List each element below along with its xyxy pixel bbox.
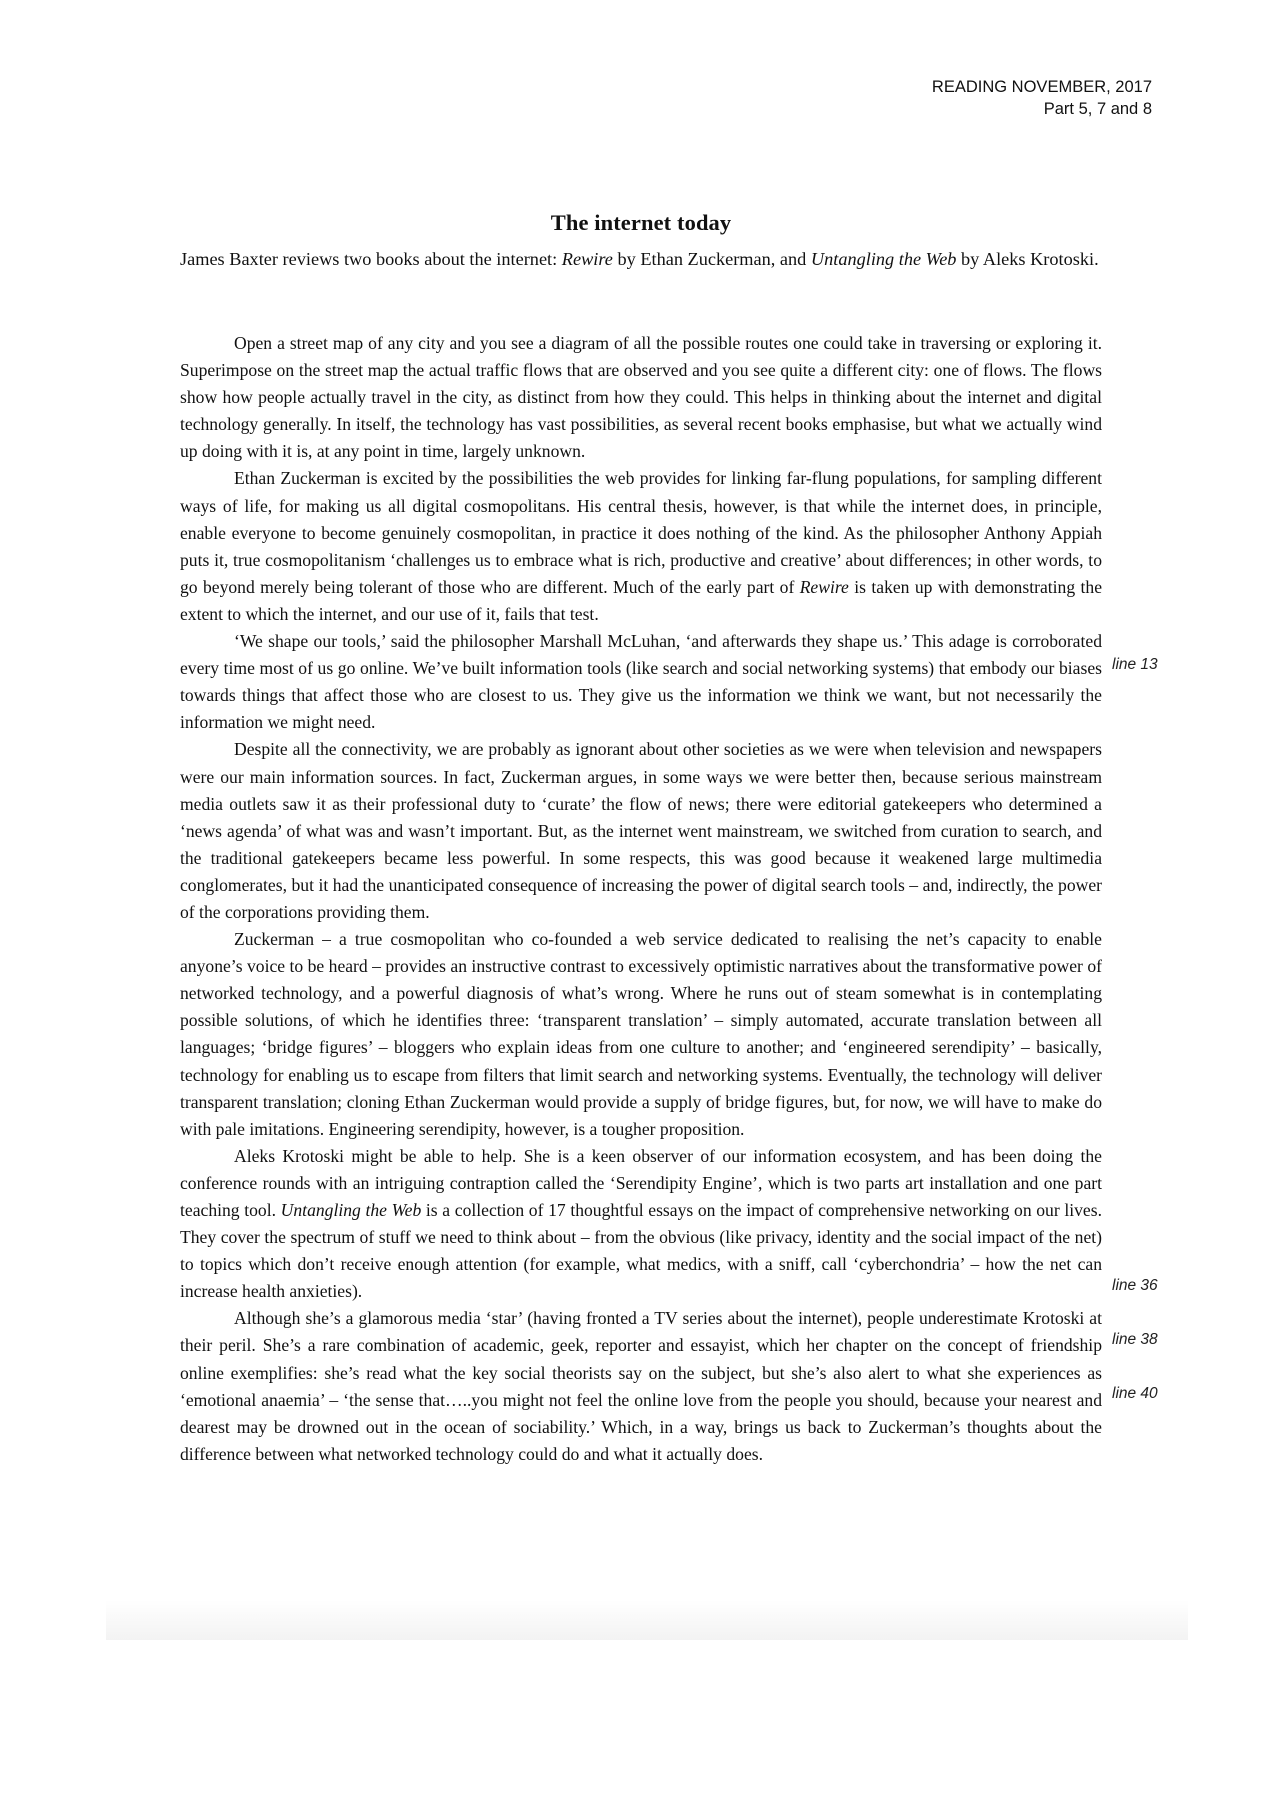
- margin-note-line-13: line 13: [1112, 656, 1158, 673]
- article-body: [180, 330, 1102, 1468]
- margin-note-line-38: line 38: [1112, 1331, 1158, 1348]
- paragraph-2-text-b: is taken up with demonstrating the extent to which the internet, and our use of it, fails that test.: [180, 576, 1103, 624]
- scan-shadow: [106, 1600, 1188, 1640]
- paragraph-7: Although she’s a glamorous media ‘star’ (having fronted a TV series about the internet), people underestimate Krotoski at their peril. She’s a rare combination of academic, geek, reporter and essayist, which her chapter on the concept of friendship online exemplifies: she’s read what the key social theorists say on the subject, but she’s also alert to what she experiences as ‘emotional anaemia’ – ‘the sense that…..you might not feel the online love from the people you should, because your nearest and dearest may be drowned out in the ocean of sociability.’ Which, in a way, brings us back to Zuckerman’s thoughts about the difference between what networked technology could do and what it actually does.: [180, 1308, 1102, 1464]
- paragraph-2-text-a: Ethan Zuckerman is excited by the possibilities the web provides for linking far-flung populations, for sampling different ways of life, for making us all digital cosmopolitans. His central thesis, however, is that while the internet does, in principle, enable everyone to become genuinely cosmopolitan, in practice it does nothing of the kind. As the philosopher Anthony Appiah puts it, true cosmopolitanism ‘challenges us to embrace what is rich, productive and creative’ about differences; in other words, to go beyond merely being tolerant of those who are different. Much of the early part of: [180, 468, 1102, 597]
- byline-text-2: by Ethan Zuckerman, and: [612, 249, 811, 269]
- byline-text-1: James Baxter reviews two books about the internet:: [180, 249, 562, 269]
- margin-note-line-40: line 40: [1112, 1385, 1158, 1402]
- header-parts: Part 5, 7 and 8: [1043, 100, 1152, 118]
- paragraph-5: Zuckerman – a true cosmopolitan who co-founded a web service dedicated to realising the net’s capacity to enable anyone’s voice to be heard – provides an instructive contrast to excessively optimistic narratives about the transformative power of networked technology, and a powerful diagnosis of what’s wrong. Where he runs out of steam somewhat is in contemplating possible solutions, of which he identifies three: ‘transparent translation’ – simply automated, accurate translation between all languages; ‘bridge figures’ – bloggers who explain ideas from one culture to another; and ‘engineered serendipity’ – basically, technology for enabling us to escape from filters that limit search and networking systems. Eventually, the technology will deliver transparent translation; cloning Ethan Zuckerman would provide a supply of bridge figures, but, for now, we will have to make do with pale imitations. Engineering serendipity, however, is a tougher proposition.: [180, 929, 1102, 1139]
- byline-book-untangling: Untangling the Web: [810, 249, 957, 269]
- paragraph-6-text-b: is a collection of 17 thoughtful essays on the impact of comprehensive networking on our lives. They cover the spectrum of stuff we need to think about – from the obvious (like privacy, identity and the social impact of the net) to topics which don’t receive enough attention (for example, what medics, with a sniff, call ‘cyberchondria’ – how the net can increase health anxieties).: [180, 1200, 1102, 1302]
- article-byline: [180, 246, 1102, 273]
- page-header: [932, 76, 1152, 120]
- paragraph-4: Despite all the connectivity, we are probably as ignorant about other societies as we were when television and newspapers were our main information sources. In fact, Zuckerman argues, in some ways we were better then, because serious mainstream media outlets saw it as their professional duty to ‘curate’ the flow of news; there were editorial gatekeepers who determined a ‘news agenda’ of what was and wasn’t important. But, as the internet went mainstream, we switched from curation to search, and the traditional gatekeepers became less powerful. In some respects, this was good because it weakened large multimedia conglomerates, but it had the unanticipated consequence of increasing the power of digital search tools – and, indirectly, the power of the corporations providing them.: [180, 739, 1102, 922]
- paragraph-3: ‘We shape our tools,’ said the philosopher Marshall McLuhan, ‘and afterwards they shape us.’ This adage is corroborated every time most of us go online. We’ve built information tools (like search and social networking systems) that embody our biases towards things that affect those who are closest to us. They give us the information we think we want, but not necessarily the information we might need.: [180, 631, 1102, 733]
- byline-book-rewire: Rewire: [561, 249, 613, 269]
- paragraph-6-book-title: Untangling the Web: [280, 1200, 422, 1220]
- byline-text-3: by Aleks Krotoski.: [956, 249, 1099, 269]
- paragraph-2-book-title: Rewire: [799, 576, 849, 597]
- article-title: The internet today: [550, 210, 732, 235]
- paragraph-1: Open a street map of any city and you see a diagram of all the possible routes one could take in traversing or exploring it. Superimpose on the street map the actual traffic flows that are observed and you see quite a different city: one of flows. The flows show how people actually travel in the city, as distinct from how they could. This helps in thinking about the internet and digital technology generally. In itself, the technology has vast possibilities, as several recent books emphasise, but what we actually wind up doing with it is, at any point in time, largely unknown.: [180, 333, 1102, 462]
- margin-note-line-36: line 36: [1112, 1277, 1158, 1294]
- paragraph-6: [180, 1143, 1102, 1306]
- paragraph-2: [180, 465, 1102, 628]
- paragraph-6-text-a: Aleks Krotoski might be able to help. She is a keen observer of our information ecosystem, and has been doing the conference rounds with an intriguing contraption called the ‘Serendipity Engine’, which is two parts art installation and one part teaching tool.: [180, 1145, 1102, 1220]
- header-reading-date: READING NOVEMBER, 2017: [931, 78, 1152, 96]
